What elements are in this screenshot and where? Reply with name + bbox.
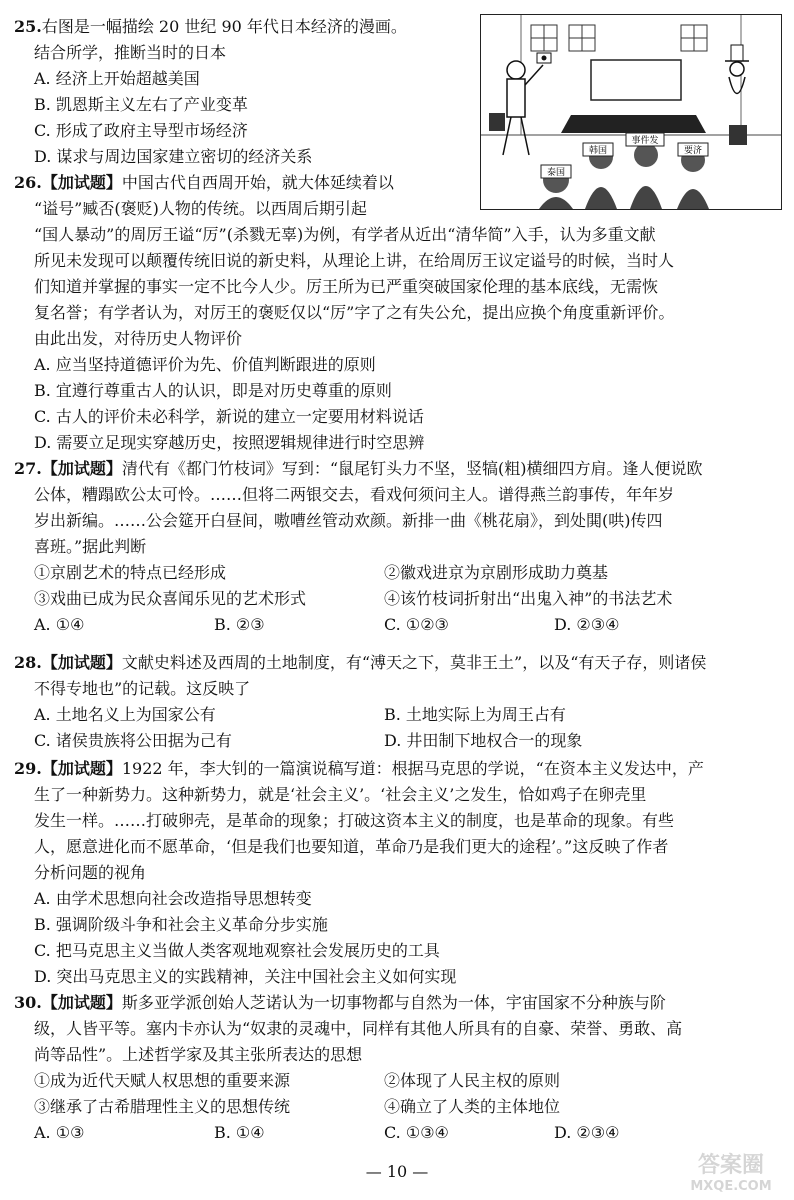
question-stem: 中国古代自西周开始，就大体延续着以	[121, 173, 394, 192]
option-d: D. 井田制下地权合一的现象	[384, 731, 583, 750]
option-b: B. 宜遵行尊重古人的认识，即是对历史尊重的原则	[34, 381, 392, 400]
question-stem: 文献史料述及西周的土地制度，有“溥天之下，莫非王土”，以及“有天子存，则诸侯	[121, 653, 707, 672]
question-stem: 1922 年，李大钊的一篇演说稿写道：根据马克思的学说，“在资本主义发达中，产	[121, 759, 704, 778]
question-stem: 发生一样。……打破卵壳，是革命的现象；打破这资本主义的制度，也是革命的现象。有些	[34, 811, 675, 830]
watermark-text: 答案圈	[697, 1153, 765, 1178]
statement-1: ①京剧艺术的特点已经形成	[34, 563, 227, 582]
statement-4: ④该竹枝词折射出“出鬼入神”的书法艺术	[384, 589, 673, 608]
economy-cartoon-image	[480, 14, 782, 210]
option-b: B. 凯恩斯主义左右了产业变革	[34, 95, 248, 114]
option-c: C. ①③④	[384, 1123, 449, 1142]
option-a: A. 由学术思想向社会改造指导思想转变	[34, 889, 312, 908]
question-stem: 复名誉；有学者认为，对厉王的褒贬仅以“厉”字了之有失公允，提出应换个角度重新评价。	[34, 303, 675, 322]
question-stem: “国人暴动”的周厉王谥“厉”(杀戮无辜)为例，有学者从近出“清华简”入手，认为多重文献	[34, 225, 656, 244]
option-c: C. 把马克思主义当做人类客观地观察社会发展历史的工具	[34, 941, 440, 960]
statement-3: ③戏曲已成为民众喜闻乐见的艺术形式	[34, 589, 307, 608]
option-d: D. 需要立足现实穿越历史，按照逻辑规律进行时空思辨	[34, 433, 425, 452]
page-number: — 10 —	[365, 1162, 429, 1181]
option-c: C. 诸侯贵族将公田据为己有	[34, 731, 232, 750]
question-stem: 分析问题的视角	[34, 863, 147, 882]
question-tag: 【加试题】	[41, 759, 122, 778]
option-d: D. 突出马克思主义的实践精神，关注中国社会主义如何实现	[34, 967, 457, 986]
question-number: 29.	[14, 759, 42, 778]
question-tag: 【加试题】	[41, 459, 122, 478]
option-a: A. ①③	[34, 1123, 85, 1142]
question-stem: 所见未发现可以颠覆传统旧说的新史料，从理论上讲，在给周厉王议定谥号的时候，当时人	[34, 251, 675, 270]
question-stem: 公体，糟蹋欧公太可怜。……但将二两银交去，看戏何须问主人。谱得燕兰韵事传，年年岁	[34, 485, 675, 504]
cartoon-label: 要济	[683, 146, 703, 156]
question-stem: 右图是一幅描绘 20 世纪 90 年代日本经济的漫画。	[41, 17, 407, 36]
question-stem: 岁出新编。……公会筵开白昼间，嗷嘈丝管动欢颜。新排一曲《桃花扇》，到处閧(哄)传四	[34, 511, 663, 530]
option-d: D. ②③④	[554, 615, 620, 634]
question-stem: 尚等品性”。上述哲学家及其主张所表达的思想	[34, 1045, 363, 1064]
question-tag: 【加试题】	[41, 173, 122, 192]
question-stem: 们知道并掌握的事实一定不比今人少。厉王所为已严重突破国家伦理的基本底线，无需恢	[34, 277, 659, 296]
watermark-logo	[676, 1148, 786, 1194]
question-number: 28.	[14, 653, 42, 672]
cartoon-label: 韩国	[588, 146, 608, 156]
question-stem: 结合所学，推断当时的日本	[34, 43, 227, 62]
option-a: A. ①④	[34, 615, 85, 634]
question-stem: 斯多亚学派创始人芝诺认为一切事物都与自然为一体，宇宙国家不分种族与阶	[121, 993, 666, 1012]
question-tag: 【加试题】	[41, 653, 122, 672]
question-stem: 级，人皆平等。塞内卡亦认为“奴隶的灵魂中，同样有其他人所具有的自豪、荣誉、勇敢、高	[34, 1019, 683, 1038]
statement-4: ④确立了人类的主体地位	[384, 1097, 561, 1116]
question-stem: 喜班。”据此判断	[34, 537, 147, 556]
question-stem: 生了一种新势力。这种新势力，就是‘社会主义’。‘社会主义’之发生，恰如鸡子在卵壳里	[34, 785, 647, 804]
statement-1: ①成为近代天赋人权思想的重要来源	[34, 1071, 291, 1090]
option-a: A. 经济上开始超越美国	[34, 69, 200, 88]
option-b: B. 强调阶级斗争和社会主义革命分步实施	[34, 915, 328, 934]
question-stem: 人，愿意进化而不愿革命，‘但是我们也要知道，革命乃是我们更大的途程’。”这反映了作者	[34, 837, 669, 856]
question-number: 25.	[14, 17, 42, 36]
cartoon-label: 泰国	[546, 168, 566, 178]
option-c: C. 形成了政府主导型市场经济	[34, 121, 248, 140]
watermark-url: MXQE.COM	[690, 1179, 772, 1194]
question-tag: 【加试题】	[41, 993, 122, 1012]
question-stem: 不得专地也”的记载。这反映了	[34, 679, 251, 698]
option-d: D. ②③④	[554, 1123, 620, 1142]
question-number: 27.	[14, 459, 42, 478]
question-number: 26.	[14, 173, 42, 192]
option-a: A. 应当坚持道德评价为先、价值判断跟进的原则	[34, 355, 376, 374]
statement-3: ③继承了古希腊理性主义的思想传统	[34, 1097, 291, 1116]
question-number: 30.	[14, 993, 42, 1012]
statement-2: ②徽戏进京为京剧形成助力奠基	[384, 563, 609, 582]
option-b: B. 土地实际上为周王占有	[384, 705, 566, 724]
question-stem: 由此出发，对待历史人物评价	[34, 329, 243, 348]
cartoon-label: 事件发	[631, 136, 659, 146]
option-d: D. 谋求与周边国家建立密切的经济关系	[34, 147, 313, 166]
statement-2: ②体现了人民主权的原则	[384, 1071, 561, 1090]
option-c: C. ①②③	[384, 615, 449, 634]
option-b: B. ①④	[214, 1123, 265, 1142]
question-stem: “谥号”臧否(褒贬)人物的传统。以西周后期引起	[34, 199, 367, 218]
option-b: B. ②③	[214, 615, 265, 634]
option-a: A. 土地名义上为国家公有	[34, 705, 216, 724]
option-c: C. 古人的评价未必科学，新说的建立一定要用材料说话	[34, 407, 424, 426]
question-stem: 清代有《都门竹枝词》写到：“鼠尾钉头力不坚，竖犒(粗)横细四方肩。逢人便说欧	[121, 459, 703, 478]
